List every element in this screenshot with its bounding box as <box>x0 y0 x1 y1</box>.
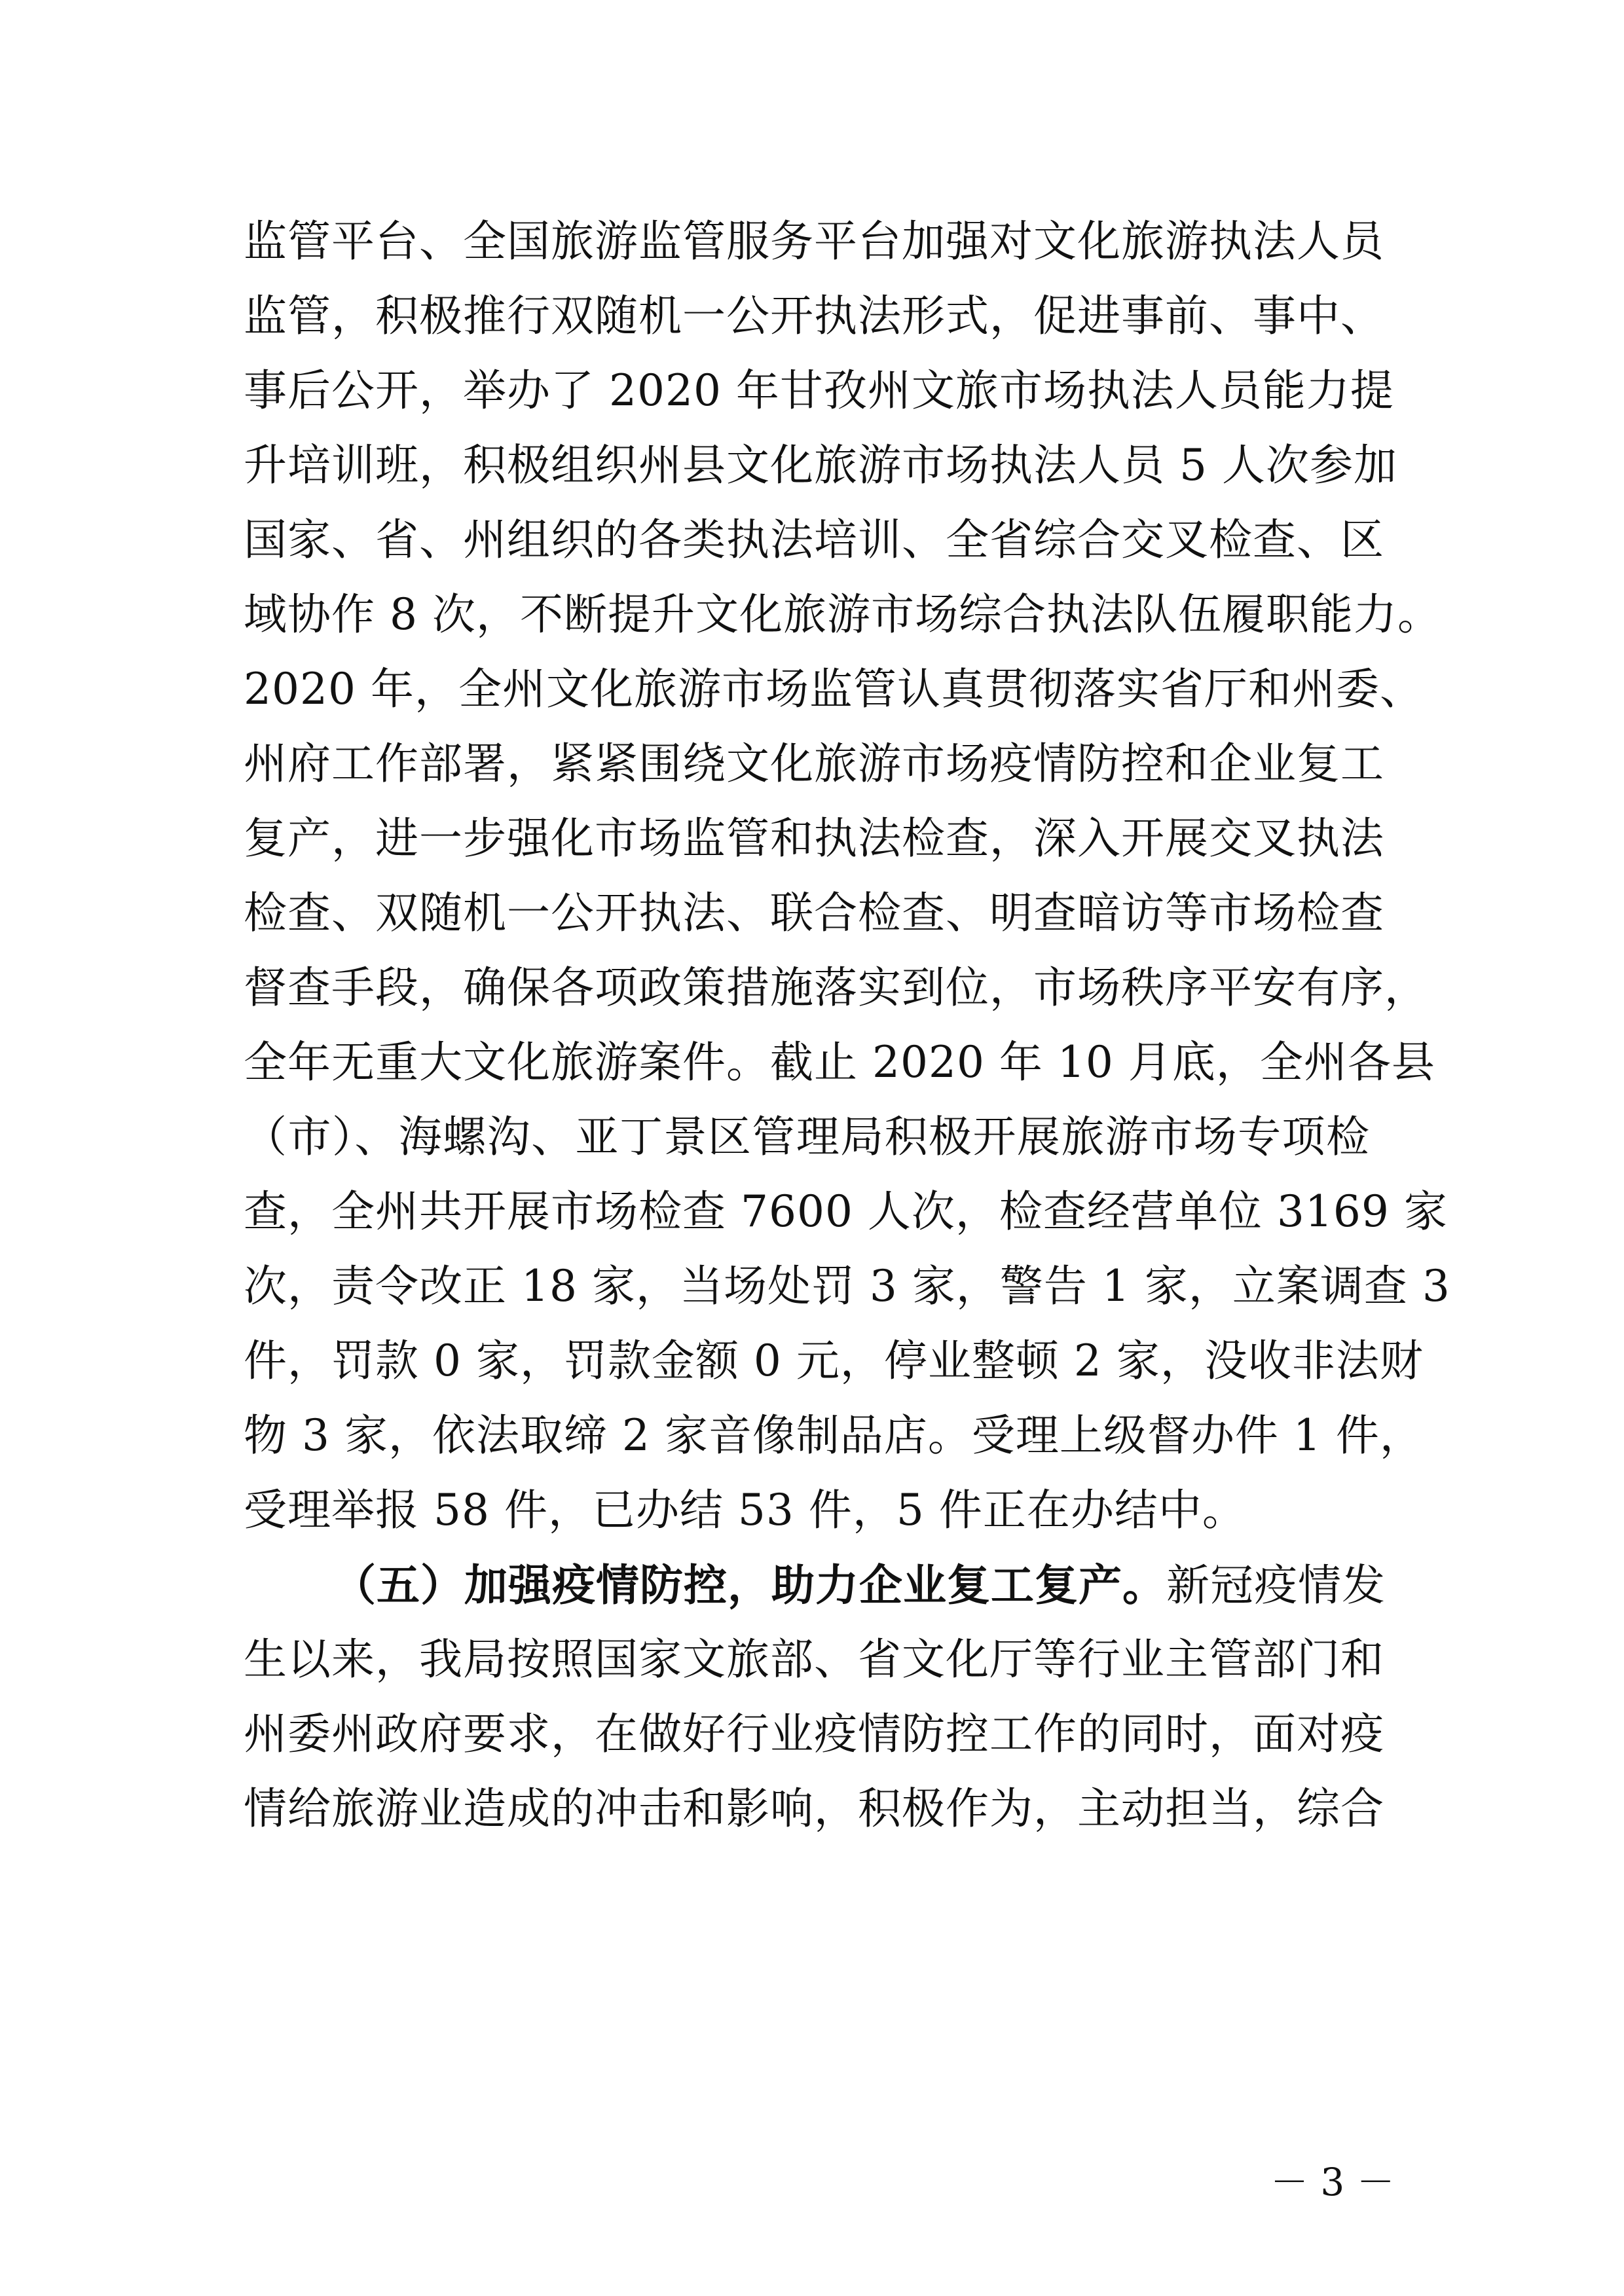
paragraph-line: 次，责令改正 18 家，当场处罚 3 家，警告 1 家，立案调查 3 <box>244 1261 1450 1311</box>
paragraph-line: 检查、双随机一公开执法、联合检查、明查暗访等市场检查 <box>244 888 1384 938</box>
paragraph-line: 生以来，我局按照国家文旅部、省文化厅等行业主管部门和 <box>244 1634 1384 1685</box>
paragraph-line: 州委州政府要求，在做好行业疫情防控工作的同时，面对疫 <box>244 1709 1384 1759</box>
paragraph-line: 受理举报 58 件，已办结 53 件，5 件正在办结中。 <box>244 1485 1246 1535</box>
section-heading: （五）加强疫情防控，助力企业复工复产。 <box>333 1559 1166 1611</box>
paragraph-line: 事后公开，举办了 2020 年甘孜州文旅市场执法人员能力提 <box>244 365 1394 416</box>
paragraph-line: 2020 年，全州文化旅游市场监管认真贯彻落实省厅和州委、 <box>244 664 1424 714</box>
paragraph-line: 州府工作部署，紧紧围绕文化旅游市场疫情防控和企业复工 <box>244 738 1384 789</box>
paragraph-line: 监管，积极推行双随机一公开执法形式，促进事前、事中、 <box>244 291 1384 341</box>
paragraph-line: 升培训班，积极组织州县文化旅游市场执法人员 5 人次参加 <box>244 440 1397 490</box>
paragraph-line: 监管平台、全国旅游监管服务平台加强对文化旅游执法人员 <box>244 216 1384 266</box>
paragraph-line: 国家、省、州组织的各类执法培训、全省综合交叉检查、区 <box>244 515 1384 565</box>
paragraph-line: 情给旅游业造成的冲击和影响，积极作为，主动担当，综合 <box>244 1783 1384 1834</box>
section-heading-line <box>244 1548 1386 1622</box>
paragraph-line: 全年无重大文化旅游案件。截止 2020 年 10 月底，全州各县 <box>244 1037 1435 1087</box>
section-heading-continuation: 新冠疫情发 <box>1166 1560 1386 1611</box>
paragraph-line: 查，全州共开展市场检查 7600 人次，检查经营单位 3169 家 <box>244 1186 1448 1237</box>
paragraph-line: 件，罚款 0 家，罚款金额 0 元，停业整顿 2 家，没收非法财 <box>244 1336 1424 1386</box>
paragraph-line: 复产，进一步强化市场监管和执法检查，深入开展交叉执法 <box>244 813 1384 864</box>
body-text <box>244 204 1450 1846</box>
page-number: － 3 － <box>1270 2160 1395 2204</box>
paragraph-line: （市）、海螺沟、亚丁景区管理局积极开展旅游市场专项检 <box>244 1112 1370 1162</box>
paragraph-line: 物 3 家，依法取缔 2 家音像制品店。受理上级督办件 1 件， <box>244 1410 1424 1461</box>
paragraph-line: 督查手段，确保各项政策措施落实到位，市场秩序平安有序， <box>244 962 1428 1013</box>
paragraph-line: 域协作 8 次，不断提升文化旅游市场综合执法队伍履职能力。 <box>244 589 1441 640</box>
